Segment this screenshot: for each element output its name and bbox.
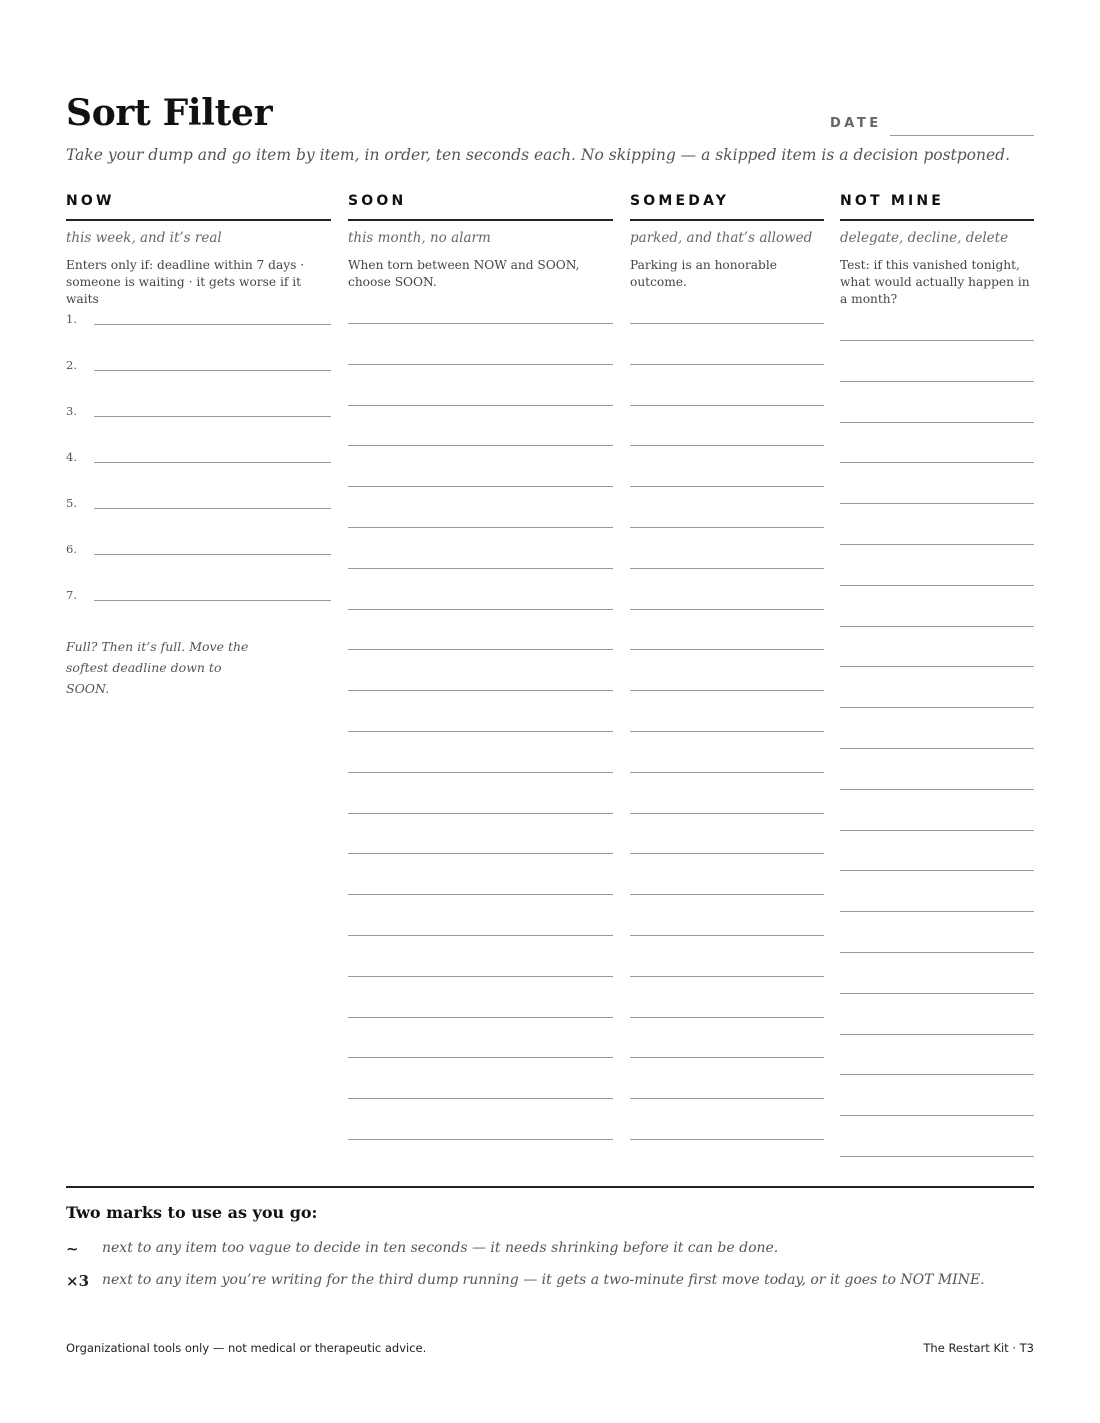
item-number: 2. xyxy=(66,358,77,372)
now-item-row[interactable] xyxy=(66,450,331,470)
item-number: 7. xyxy=(66,588,77,602)
page-title: Sort Filter xyxy=(66,92,273,134)
write-line[interactable] xyxy=(94,554,331,555)
write-line[interactable] xyxy=(840,952,1034,953)
bottom-divider xyxy=(66,1186,1034,1188)
now-full-note: Full? Then it’s full. Move the softest deadline down to SOON. xyxy=(66,639,249,696)
write-line[interactable] xyxy=(630,813,824,814)
now-item-row[interactable] xyxy=(66,312,331,332)
write-line[interactable] xyxy=(348,1057,613,1058)
write-line[interactable] xyxy=(840,993,1034,994)
write-line[interactable] xyxy=(94,324,331,325)
write-line[interactable] xyxy=(840,789,1034,790)
write-line[interactable] xyxy=(348,976,613,977)
write-line[interactable] xyxy=(630,1098,824,1099)
column-note: Enters only if: deadline within 7 days · someone is waiting · it gets worse if it waits xyxy=(66,258,305,306)
write-line[interactable] xyxy=(840,1074,1034,1075)
write-line[interactable] xyxy=(840,503,1034,504)
column-not-mine xyxy=(840,193,1034,308)
item-number: 3. xyxy=(66,404,77,418)
write-line[interactable] xyxy=(348,935,613,936)
write-line[interactable] xyxy=(630,976,824,977)
write-line[interactable] xyxy=(630,323,824,324)
date-label: DATE xyxy=(830,116,882,131)
column-note: Test: if this vanished tonight, what would actually happen in a month? xyxy=(840,258,1030,306)
write-line[interactable] xyxy=(840,1156,1034,1157)
write-line[interactable] xyxy=(840,870,1034,871)
write-line[interactable] xyxy=(840,707,1034,708)
write-line[interactable] xyxy=(840,1034,1034,1035)
column-heading: NOT MINE xyxy=(840,193,1034,221)
times-three-mark-symbol: ×3 xyxy=(66,1272,90,1290)
write-line[interactable] xyxy=(840,830,1034,831)
write-line[interactable] xyxy=(348,527,613,528)
write-line[interactable] xyxy=(630,935,824,936)
write-line[interactable] xyxy=(348,1017,613,1018)
item-number: 1. xyxy=(66,312,77,326)
column-now xyxy=(66,193,331,308)
write-line[interactable] xyxy=(630,1057,824,1058)
write-line[interactable] xyxy=(94,416,331,417)
item-number: 6. xyxy=(66,542,77,556)
write-line[interactable] xyxy=(630,445,824,446)
write-line[interactable] xyxy=(94,370,331,371)
write-line[interactable] xyxy=(840,911,1034,912)
write-line[interactable] xyxy=(630,649,824,650)
write-line[interactable] xyxy=(94,508,331,509)
mark-description: next to any item you’re writing for the third dump running — it gets a two-minute first move today, or it goes to NOT MINE. xyxy=(102,1272,985,1288)
write-line[interactable] xyxy=(94,462,331,463)
write-line[interactable] xyxy=(840,381,1034,382)
column-heading: SOMEDAY xyxy=(630,193,824,221)
column-subheading: parked, and that’s allowed xyxy=(630,230,813,246)
write-line[interactable] xyxy=(348,568,613,569)
write-line[interactable] xyxy=(630,731,824,732)
column-soon xyxy=(348,193,613,291)
write-line[interactable] xyxy=(94,600,331,601)
write-line[interactable] xyxy=(630,772,824,773)
write-line[interactable] xyxy=(348,1098,613,1099)
write-line[interactable] xyxy=(348,323,613,324)
footer-page-id: The Restart Kit · T3 xyxy=(923,1341,1034,1355)
now-item-row[interactable] xyxy=(66,404,331,424)
column-note: Parking is an honorable outcome. xyxy=(630,258,777,289)
write-line[interactable] xyxy=(348,364,613,365)
write-line[interactable] xyxy=(348,853,613,854)
write-line[interactable] xyxy=(840,422,1034,423)
write-line[interactable] xyxy=(840,544,1034,545)
mark-description: next to any item too vague to decide in ten seconds — it needs shrinking before it can be done. xyxy=(102,1240,779,1256)
item-number: 4. xyxy=(66,450,77,464)
column-subheading: this week, and it’s real xyxy=(66,230,222,246)
write-line[interactable] xyxy=(840,340,1034,341)
write-line[interactable] xyxy=(840,666,1034,667)
write-line[interactable] xyxy=(630,568,824,569)
tilde-mark-symbol: ~ xyxy=(66,1240,79,1258)
column-someday xyxy=(630,193,824,291)
write-line[interactable] xyxy=(348,731,613,732)
write-line[interactable] xyxy=(630,486,824,487)
write-line[interactable] xyxy=(348,486,613,487)
now-item-row[interactable] xyxy=(66,496,331,516)
now-item-row[interactable] xyxy=(66,588,331,608)
date-field-line[interactable] xyxy=(890,135,1034,136)
now-item-row[interactable] xyxy=(66,358,331,378)
write-line[interactable] xyxy=(630,690,824,691)
column-note: When torn between NOW and SOON, choose SOON. xyxy=(348,258,580,289)
write-line[interactable] xyxy=(630,364,824,365)
write-line[interactable] xyxy=(348,690,613,691)
write-line[interactable] xyxy=(630,609,824,610)
write-line[interactable] xyxy=(348,894,613,895)
write-line[interactable] xyxy=(840,1115,1034,1116)
footer-disclaimer: Organizational tools only — not medical or therapeutic advice. xyxy=(66,1341,427,1355)
write-line[interactable] xyxy=(348,772,613,773)
write-line[interactable] xyxy=(630,1139,824,1140)
column-subheading: this month, no alarm xyxy=(348,230,491,246)
item-number: 5. xyxy=(66,496,77,510)
write-line[interactable] xyxy=(348,1139,613,1140)
write-line[interactable] xyxy=(348,405,613,406)
page-subtitle: Take your dump and go item by item, in order, ten seconds each. No skipping — a skipped item is a decision postponed. xyxy=(66,146,1011,164)
write-line[interactable] xyxy=(348,609,613,610)
column-heading: SOON xyxy=(348,193,613,221)
write-line[interactable] xyxy=(630,405,824,406)
write-line[interactable] xyxy=(630,894,824,895)
write-line[interactable] xyxy=(348,813,613,814)
write-line[interactable] xyxy=(840,585,1034,586)
write-line[interactable] xyxy=(840,462,1034,463)
marks-title: Two marks to use as you go: xyxy=(66,1203,318,1222)
column-heading: NOW xyxy=(66,193,331,221)
write-line[interactable] xyxy=(630,853,824,854)
write-line[interactable] xyxy=(348,649,613,650)
now-item-row[interactable] xyxy=(66,542,331,562)
column-subheading: delegate, decline, delete xyxy=(840,230,1009,246)
write-line[interactable] xyxy=(840,748,1034,749)
write-line[interactable] xyxy=(348,445,613,446)
write-line[interactable] xyxy=(630,527,824,528)
write-line[interactable] xyxy=(840,626,1034,627)
write-line[interactable] xyxy=(630,1017,824,1018)
